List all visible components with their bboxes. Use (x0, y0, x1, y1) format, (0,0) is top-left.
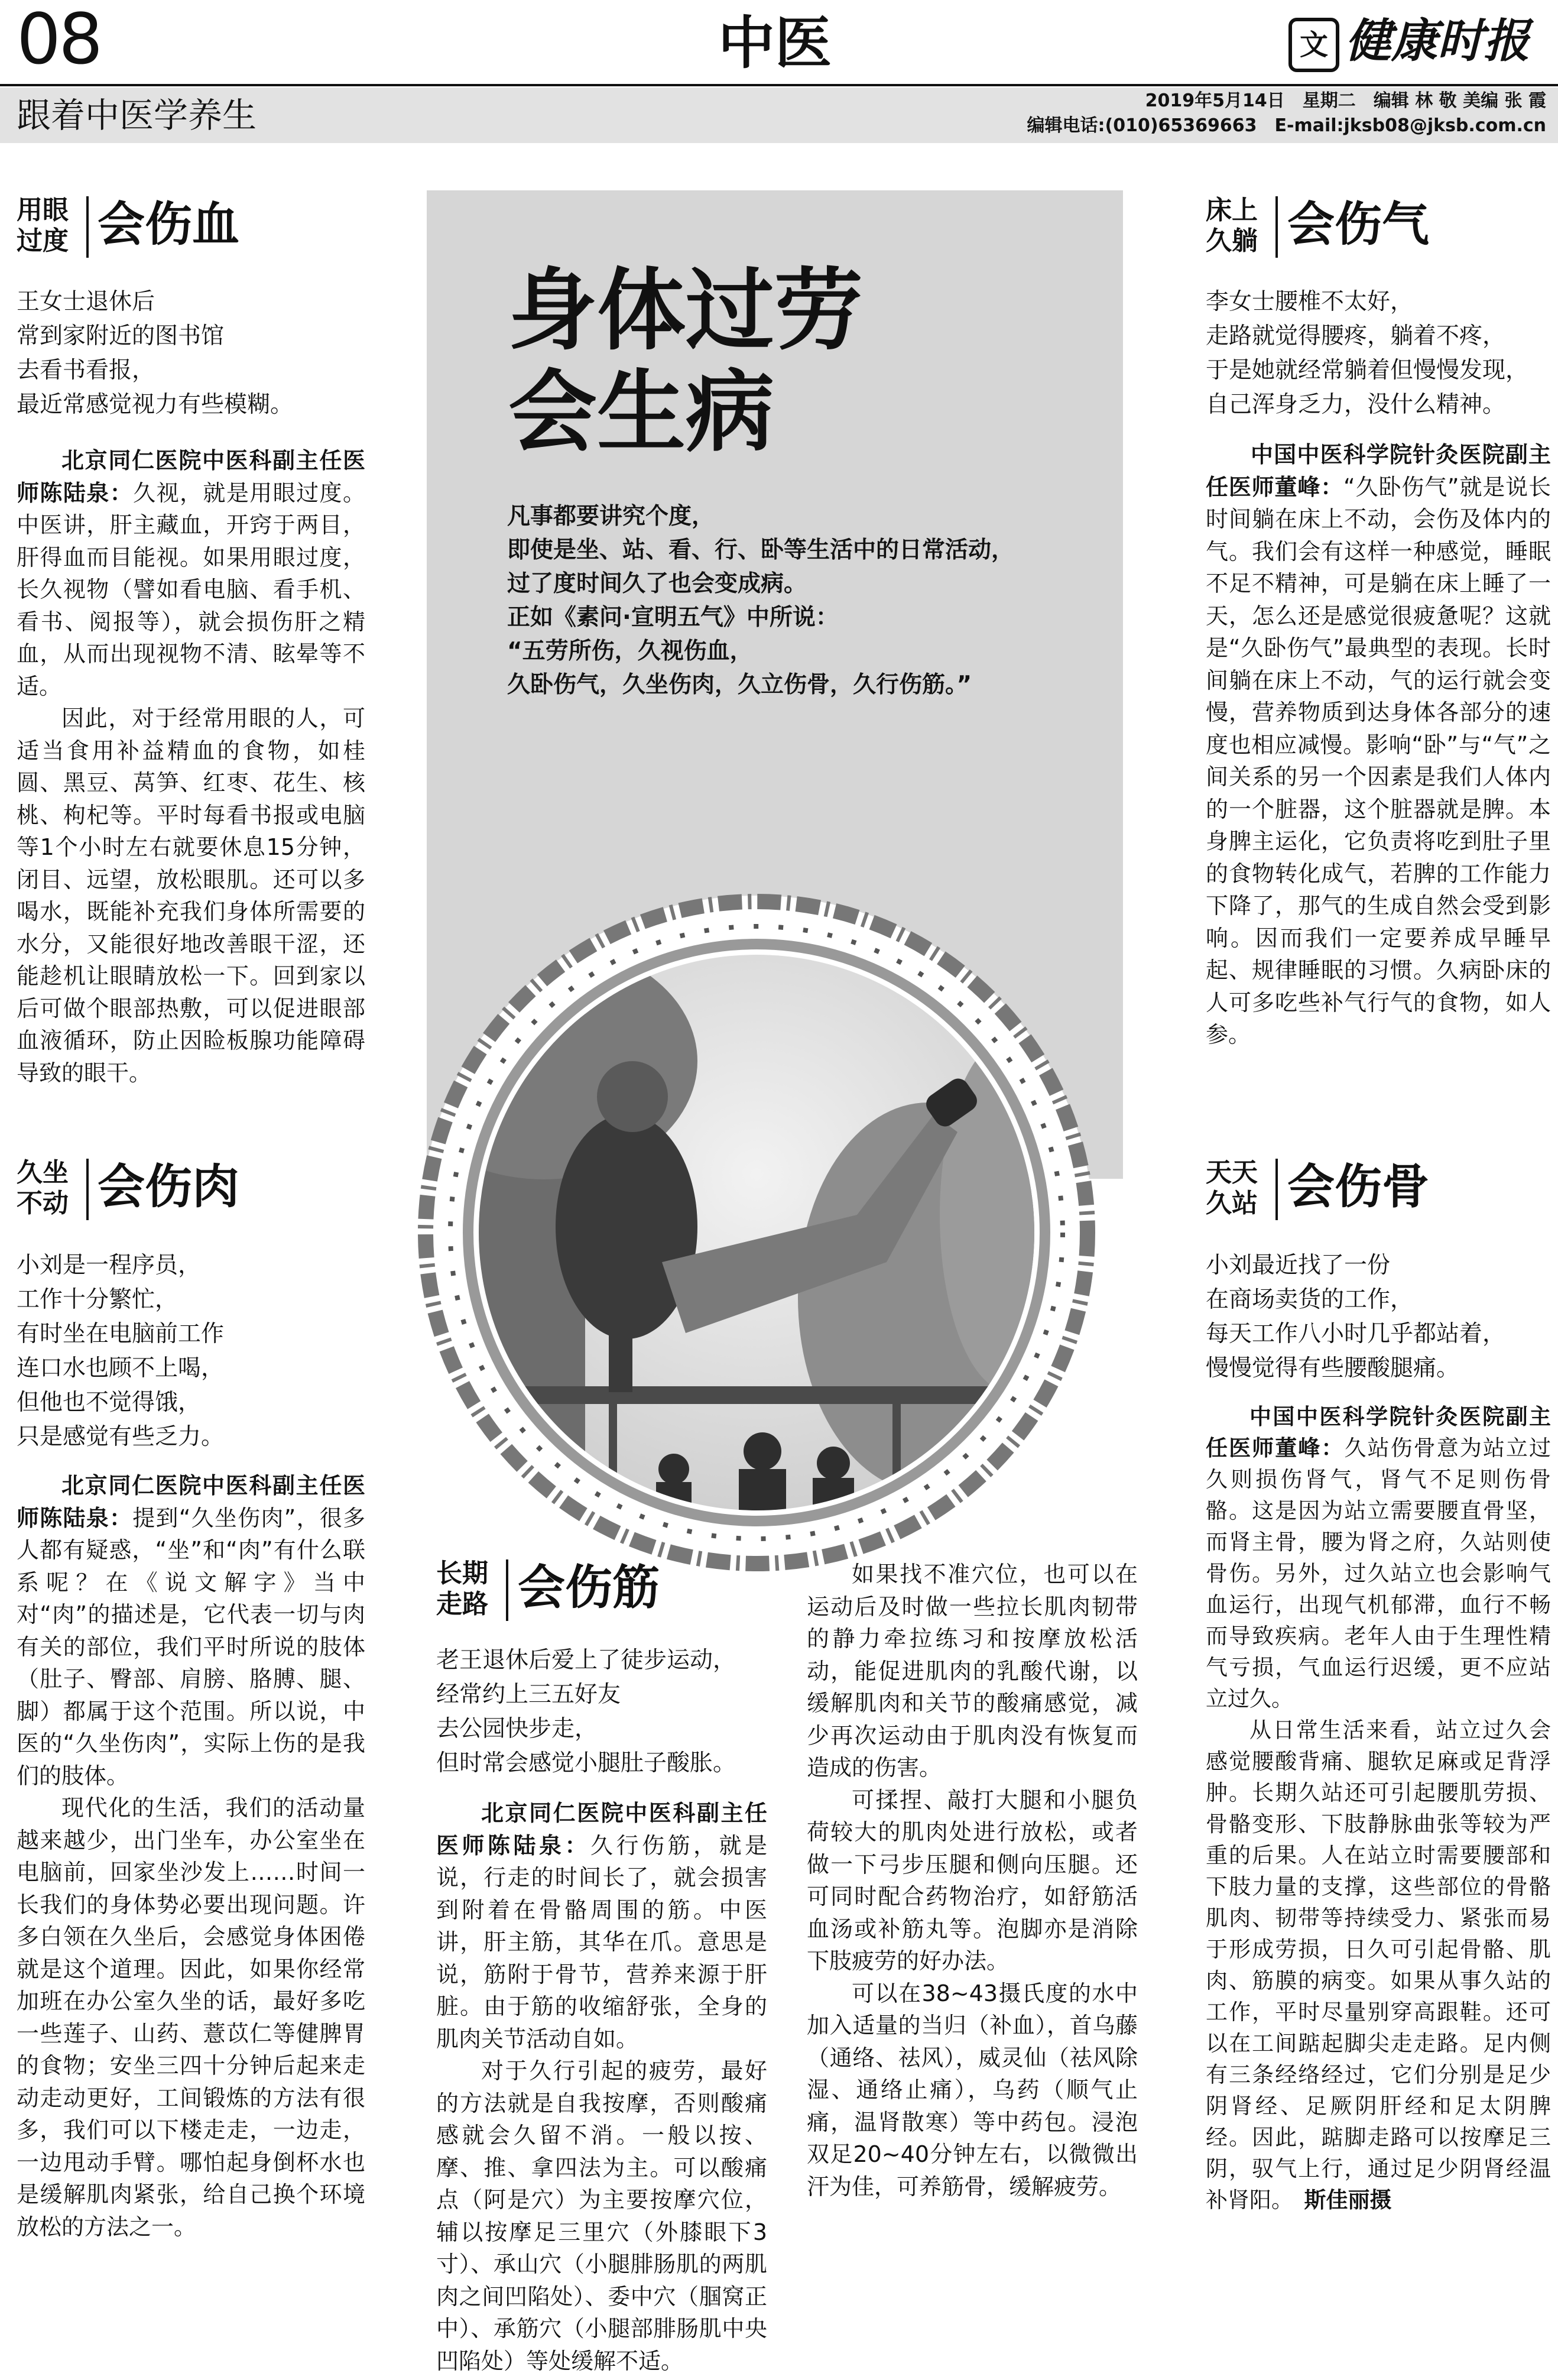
lead-line: 最近常感觉视力有些模糊。 (17, 391, 294, 418)
walking-kicker (436, 1558, 501, 1620)
article-paragraph: “久卧伤气”就是说长时间躺在床上不动，会伤及体内的气。我们会有这样一种感觉，睡眠不足不精神，可是躺在床上睡了一天，怎么还是感觉很疲惫呢？这就是“久卧伤气”最典型的表现。长时间躺在床上不动，气的运行就会变慢，营养物质到达身体各部分的速度也相应减慢。影响“卧”与“气”之间关系的另一个因素是我们人体内的一个脏器，这个脏器就是脾。本身脾主运化，它负责将吃到肚子里的食物转化成气，若脾的工作能力下降了，那气的生成自然会受到影响。因而我们一定要养成早睡早起、规律睡眠的习惯。久病卧床的人可多吃些补气行气的食物，如人参。 (1206, 474, 1551, 1048)
feature-intro (507, 500, 1104, 702)
sitting-headline: 会伤肉 (98, 1159, 239, 1214)
article-paragraph: 因此，对于经常用眼的人，可适当食用补益精血的食物，如桂圆、黑豆、莴笋、红枣、花生、核桃、枸杞等。平时每看书报或电脑等1个小时左右就要休息15分钟，闭目、远望，放松眼肌。还可以多喝水，既能补充我们身体所需要的水分，又能很好地改善眼干涩，还能趁机让眼睛放松一下。回到家以后可做个眼部热敷，可以促进眼部血液循环，防止因睑板腺功能障碍导致的眼干。 (17, 705, 365, 1086)
lead-line: 常到家附近的图书馆 (17, 323, 225, 349)
page-number: 08 (17, 0, 101, 80)
standing-kicker (1206, 1157, 1271, 1219)
photo-credit: 斯佳丽摄 (1304, 2187, 1392, 2213)
intro-line: 过了度时间久了也会变成病。 (507, 570, 807, 597)
article-paragraph: 可以在38~43摄氏度的水中加入适量的当归（补血），首乌藤（通络、祛风），威灵仙（祛风除湿、通络止痛），乌药（顺气止痛，温肾散寒）等中药包。浸泡双足20~40分钟左右，以微微出汗为佳，可养筋骨，缓解疲劳。 (807, 1980, 1138, 2200)
intro-line: 久卧伤气，久坐伤肉，久立伤骨，久行伤筋。” (507, 672, 972, 698)
article-paragraph: 如果找不准穴位，也可以在运动后及时做一些拉长肌肉韧带的静力牵拉练习和按摩放松活动，能促进肌肉的乳酸代谢，以缓解肌肉和关节的酸痛感觉，减少再次运动由于肌肉没有恢复而造成的伤害。 (807, 1561, 1138, 1781)
kicker-divider (1275, 196, 1278, 258)
kicker-line: 过度 (17, 226, 69, 256)
article-paragraph: 从日常生活来看，站立过久会感觉腰酸背痛、腿软足麻或足背浮肿。长期久站还可引起腰肌劳损、骨骼变形、下肢静脉曲张等较为严重的后果。人在站立时需要腰部和下肢力量的支撑，这些部位的骨骼肌肉、韧带等持续受力、紧张而易于形成劳损，日久可引起骨骼、肌肉、筋膜的病变。如果从事久站的工作，平时尽量别穿高跟鞋。还可以在工间踮起脚尖走走路。足内侧有三条经络经过，它们分别是足少阴肾经、足厥阴肝经和足太阴脾经。因此，踮脚走路可以按摩足三阴，驭气上行，通过足少阴肾经温补肾阳。 (1206, 1717, 1551, 2213)
article-paragraph: 久行伤筋，就是说，行走的时间长了，就会损害到附着在骨骼周围的筋。中医讲，肝主筋，其华在爪。意思是说，筋附于骨节，营养来源于肝脏。由于筋的收缩舒张，全身的肌肉关节活动自如。 (436, 1832, 767, 2052)
article-paragraph: 对于久行引起的疲劳，最好的方法就是自我按摩，否则酸痛感就会久留不消。一般以按、摩、推、拿四法为主。可以酸痛点（阿是穴）为主要按摩穴位，辅以按摩足三里穴（外膝眼下3寸）、承山穴（小腿腓肠肌的两肌肉之间凹陷处）、委中穴（腘窝正中）、承筋穴（小腿部腓肠肌中央凹陷处）等处缓解不适。 (436, 2058, 767, 2374)
kicker-line: 久站 (1206, 1188, 1258, 1218)
kicker-line: 长期 (436, 1558, 488, 1588)
lead-line: 工作十分繁忙， (17, 1286, 178, 1313)
walking-article-col2 (807, 1558, 1138, 2203)
eyes-kicker (17, 195, 82, 257)
lead-line: 慢慢觉得有些腰酸腿痛。 (1206, 1355, 1460, 1382)
feature-title-line: 会生病 (508, 361, 775, 464)
lead-line: 自己浑身乏力，没什么精神。 (1206, 391, 1506, 418)
lead-line: 但时常会感觉小腿肚子酸胀。 (436, 1750, 736, 1776)
kicker-line: 久坐 (17, 1157, 69, 1188)
kicker-line: 走路 (436, 1589, 488, 1619)
parallel-bar (491, 1386, 1023, 1404)
newspaper-logo (1288, 12, 1530, 72)
article-paragraph: 可揉捏、敲打大腿和小腿负荷较大的肌肉处进行放松，或者做一下弓步压腿和侧向压腿。还可同时配合药物治疗，如舒筋活血汤或补筋丸等。泡脚亦是消除下肢疲劳的好办法。 (807, 1786, 1138, 1974)
lead-line: 小刘是一程序员， (17, 1252, 202, 1279)
kicker-divider (86, 1159, 89, 1220)
kicker-divider (86, 196, 89, 258)
editor-contact: 编辑电话:(010)65369663 E-mail:jksb08@jksb.com.cn (1027, 115, 1546, 136)
standing-article (1206, 1401, 1551, 2216)
feature-title-line: 身体过劳 (508, 260, 864, 362)
lead-line: 于是她就经常躺着但慢慢发现， (1206, 357, 1529, 384)
section-title: 中医 (718, 9, 832, 76)
expert-name: 北京同仁医院中医科副主任医师陈陆泉： (17, 1473, 365, 1531)
article-paragraph: 久视，就是用眼过度。中医讲，肝主藏血，开窍于两目，肝得血而目能视。如果用眼过度，长久视物（譬如看电脑、看手机、看书、阅报等），就会损伤肝之精血，从而出现视物不清、眩晕等不适。 (17, 479, 365, 699)
logo-icon: 文 (1288, 18, 1339, 72)
expert-name: 中国中医科学院针灸医院副主任医师董峰： (1206, 442, 1551, 500)
intro-line: “五劳所伤，久视伤血， (507, 638, 753, 664)
article-paragraph: 提到“久坐伤肉”，很多人都有疑惑，“坐”和“肉”有什么联系呢？在《说文解字》当中对“肉”的描述是，它代表一切与肉有关的部位，我们平时所说的肢体（肚子、臀部、肩膀、胳膊、腿、脚）都属于这个范围。所以说，中医的“久坐伤肉”，实际上伤的是我们的肢体。 (17, 1504, 365, 1789)
intro-line: 即使是坐、站、看、行、卧等生活中的日常活动， (507, 537, 1015, 563)
kicker-line: 床上 (1206, 195, 1258, 225)
lying-lead (1206, 285, 1554, 422)
feature-title (508, 260, 863, 463)
lead-line: 有时坐在电脑前工作 (17, 1321, 225, 1347)
lead-line: 王女士退休后 (17, 288, 155, 315)
kicker-line: 天天 (1206, 1157, 1258, 1188)
lead-line: 连口水也顾不上喝， (17, 1355, 225, 1382)
expert-name: 北京同仁医院中医科副主任医师陈陆泉： (17, 448, 365, 506)
lead-line: 在商场卖货的工作， (1206, 1286, 1414, 1313)
walking-headline: 会伤筋 (518, 1560, 660, 1615)
man-head (597, 1061, 668, 1132)
lead-line: 李女士腰椎不太好， (1206, 288, 1414, 315)
walking-article-col1 (436, 1797, 767, 2377)
header-rule (0, 84, 1558, 86)
intro-line: 凡事都要讲究个度， (507, 503, 715, 530)
article-paragraph: 现代化的生活，我们的活动量越来越少，出门坐车，办公室坐在电脑前，回家坐沙发上……时间一长我们的身体势必要出现问题。许多白领在久坐后，会感觉身体困倦就是这个道理。因此，如果你经常加班在办公室久坐的话，最好多吃一些莲子、山药、薏苡仁等健脾胃的食物；安坐三四十分钟后起来走动走动更好，工间锻炼的方法有很多，我们可以下楼走走，一边走，一边甩动手臂。哪怕起身倒杯水也是缓解肌肉紧张，给自己换个环境放松的方法之一。 (17, 1795, 365, 2240)
brand-name: 健康时报 (1345, 14, 1530, 68)
sitting-lead (17, 1249, 371, 1454)
lying-kicker (1206, 195, 1271, 257)
kicker-divider (1275, 1159, 1278, 1220)
sitting-article (17, 1470, 365, 2243)
issue-meta (1027, 89, 1546, 138)
expert-name: 中国中医科学院针灸医院副主任医师董峰： (1206, 1404, 1551, 1461)
lead-line: 每天工作八小时几乎都站着， (1206, 1321, 1506, 1347)
standing-headline: 会伤骨 (1287, 1159, 1429, 1214)
kicker-line: 用眼 (17, 195, 69, 225)
eyes-article (17, 445, 365, 1089)
eyes-headline: 会伤血 (98, 197, 239, 252)
lead-line: 去看书看报， (17, 357, 155, 384)
issue-date-editors: 2019年5月14日 星期二 编辑 林 敬 美编 张 霞 (1145, 90, 1546, 111)
lying-headline: 会伤气 (1287, 197, 1429, 252)
man-torso (556, 1114, 697, 1339)
eyes-lead (17, 285, 389, 422)
kicker-divider (506, 1559, 508, 1621)
standing-lead (1206, 1249, 1554, 1386)
column-name: 跟着中医学养生 (17, 95, 257, 135)
walking-lead (436, 1643, 779, 1781)
intro-line: 正如《素问·宣明五气》中所说： (507, 604, 839, 631)
lead-line: 走路就觉得腰疼，躺着不疼， (1206, 323, 1506, 349)
lead-line: 老王退休后爱上了徒步运动， (436, 1647, 736, 1674)
lying-article (1206, 439, 1551, 1051)
feature-photo (408, 884, 1105, 1581)
sitting-kicker (17, 1157, 82, 1219)
lead-line: 但他也不觉得饿， (17, 1389, 202, 1416)
expert-name: 北京同仁医院中医科副主任医师陈陆泉： (436, 1800, 767, 1859)
lead-line: 小刘最近找了一份 (1206, 1252, 1391, 1279)
lead-line: 经常约上三五好友 (436, 1681, 621, 1708)
article-paragraph: 久站伤骨意为站立过久则损伤肾气，肾气不足则伤骨骼。这是因为站立需要腰直骨坚，而肾主骨，腰为肾之府，久站则使骨伤。另外，过久站立也会影响气血运行，出现气机郁滞，血行不畅而导致疾病。老年人由于生理性精气亏损，气血运行迟缓，更不应站立过久。 (1206, 1435, 1551, 1711)
lead-line: 只是感觉有些乏力。 (17, 1424, 225, 1450)
kicker-line: 久躺 (1206, 226, 1258, 256)
lead-line: 去公园快步走， (436, 1716, 598, 1742)
kicker-line: 不动 (17, 1188, 69, 1218)
